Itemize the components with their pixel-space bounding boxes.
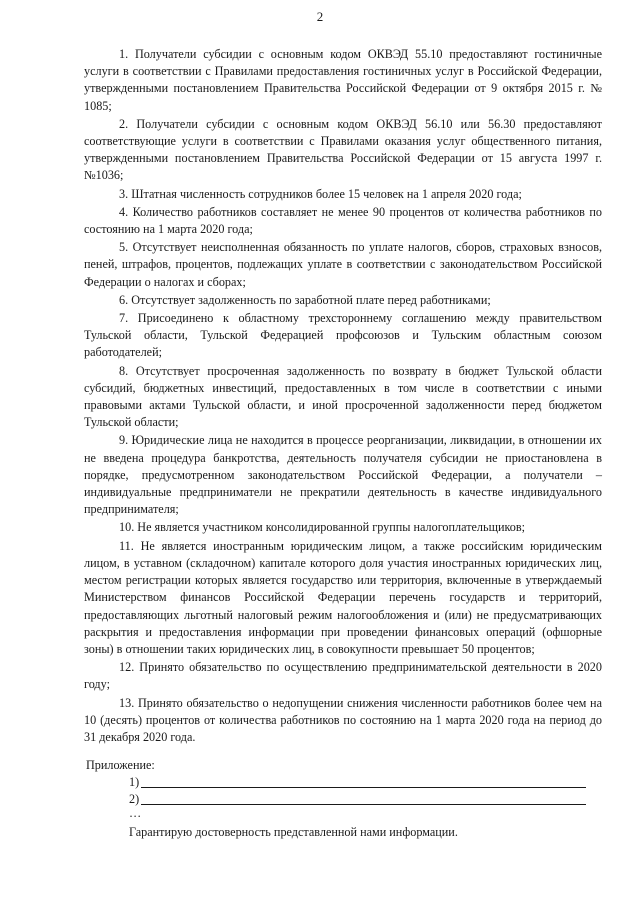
attachments-title: Приложение: (86, 758, 155, 772)
attachments-section (86, 757, 602, 853)
attachment-ellipsis: … (129, 806, 142, 820)
condition-item-3: 3. Штатная численность сотрудников более 15 человек на 1 апреля 2020 года; (119, 186, 522, 201)
condition-item-4: 4. Количество работников составляет не менее 90 процентов от количества работников по состоянию на 1 марта 2020 года; (84, 204, 602, 237)
condition-item-9: 9. Юридические лица не находится в процессе реорганизации, ликвидации, в отношении их не введена процедура банкротства, деятельность получателя субсидии не приостановлена в порядке, предусмотренном законодательством Российской Федерации, а получатели – индивидуальные предприниматели не прекратили деятельность в качестве индивидуального предпринимателя; (84, 433, 602, 517)
condition-item-12: 12. Принято обязательство по осуществлению предпринимательской деятельности в 2020 году; (84, 660, 602, 692)
condition-item-5: 5. Отсутствует неисполненная обязанность по уплате налогов, сборов, страховых взносов, пеней, штрафов, процентов, подлежащих уплате в соответствии с законодательством Российской Федерации о налогах и сборах; (84, 240, 602, 289)
condition-item-7: 7. Присоединено к областному трехстороннему соглашению между правительством Тульской области, Тульской Федерацией профсоюзов и Тульским областным союзом работодателей; (84, 311, 602, 360)
attachment-number-1: 1) (129, 775, 140, 789)
guarantee-statement: Гарантирую достоверность представленной нами информации. (129, 825, 458, 839)
attachment-line-2 (129, 791, 602, 808)
document-body (84, 46, 602, 747)
condition-item-2: 2. Получатели субсидии с основным кодом ОКВЭД 56.10 или 56.30 предоставляют соответствующие услуги в соответствии с Правилами оказания услуг общественного питания, утвержденными постановлением Правительства Российской Федерации от 15 августа 1997 г. №1036; (84, 116, 602, 183)
condition-item-10: 10. Не является участником консолидированной группы налогоплательщиков; (119, 520, 526, 535)
condition-item-6: 6. Отсутствует задолженность по заработной плате перед работниками; (119, 292, 491, 307)
attachment-line-1 (129, 774, 602, 791)
attachment-blank-line-1 (141, 787, 586, 788)
condition-item-8: 8. Отсутствует просроченная задолженность по возврату в бюджет Тульской области субсидий, бюджетных инвестиций, предоставленных в том числе в соответствии с иными правовыми актами Тульской области, и иной просроченной задолженности перед бюджетом Тульской области; (84, 363, 602, 430)
page-number: 2 (316, 9, 324, 24)
condition-item-1: 1. Получатели субсидии с основным кодом ОКВЭД 55.10 предоставляют гостиничные услуги в соответствии с Правилами предоставления гостиничных услуг в Российской Федерации, утвержденными постановлением Правительства Российской Федерации от 9 октября 2015 г. № 1085; (84, 47, 602, 113)
condition-item-13: 13. Принято обязательство о недопущении снижения численности работников более чем на 10 (десять) процентов от количества работников по состоянию на 1 марта 2020 года на период до 31 декабря 2020 года. (84, 695, 602, 744)
condition-item-11: 11. Не является иностранным юридическим лицом, а также российским юридическим лицом, в уставном (складочном) капитале которого доля участия иностранных юридических лиц, местом регистрации которых является государство или территория, включенные в утверждаемый Министерством финансов Российской Федерации перечень государств и территорий, предоставляющих льготный налоговый режим налогообложения и (или) не предусматривающих раскрытия и предоставления информации при проведении финансовых операций (офшорные зоны) в отношении таких юридических лиц, в совокупности превышает 50 процентов; (84, 538, 602, 656)
attachment-number-2: 2) (129, 792, 140, 806)
attachment-blank-line-2 (141, 804, 586, 805)
